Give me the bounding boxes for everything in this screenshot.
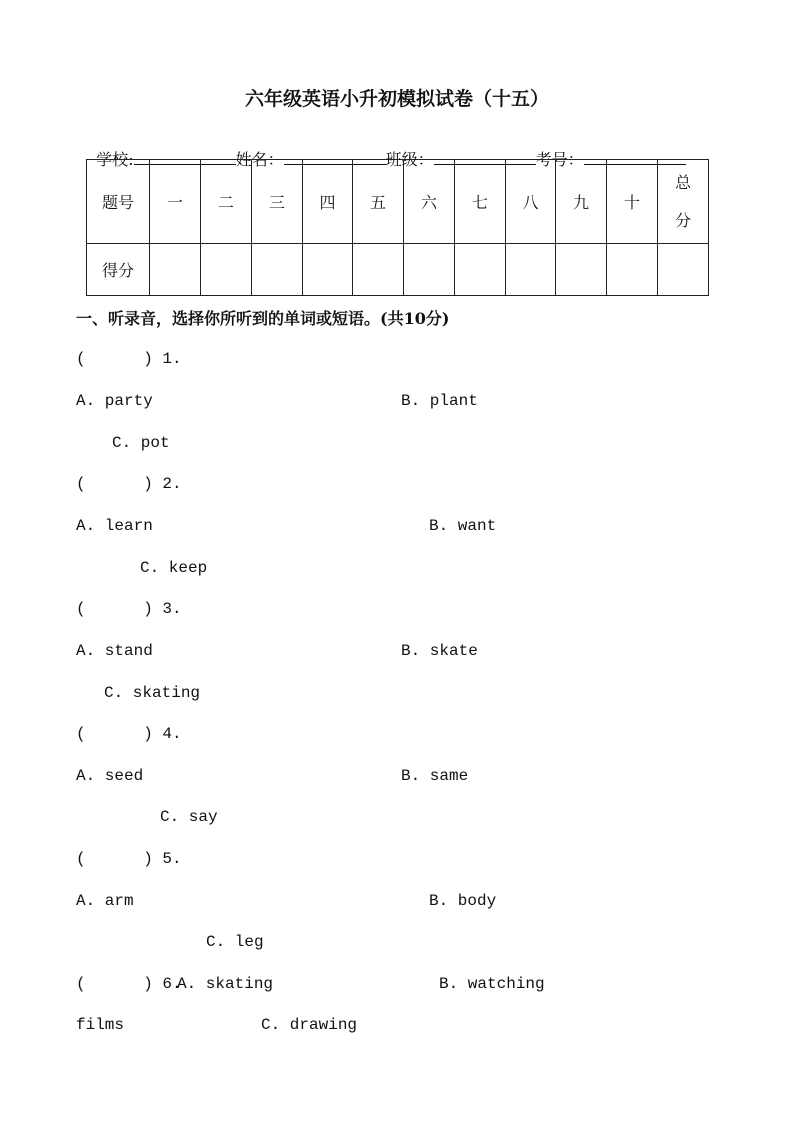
column-header: 五 <box>353 160 404 244</box>
option-c: C. drawing <box>261 1016 358 1034</box>
score-cell[interactable] <box>556 244 607 296</box>
question-number-header: 题号 <box>87 160 150 244</box>
name-label: 姓名： <box>235 150 284 169</box>
option-b: B. skate <box>401 642 478 660</box>
score-cell[interactable] <box>252 244 303 296</box>
score-cell[interactable] <box>506 244 556 296</box>
column-header: 六 <box>404 160 455 244</box>
school-label: 学校: <box>96 150 134 169</box>
option-a: A. skating <box>177 975 274 993</box>
total-header-line1: 总 <box>674 172 691 192</box>
option-c: C. leg <box>206 933 264 951</box>
section-1-heading: 一、听录音，选择你所听到的单词或短语。(共10分) <box>76 309 450 328</box>
total-header <box>658 160 709 244</box>
option-a: A. seed <box>76 767 144 785</box>
column-header: 八 <box>506 160 556 244</box>
total-score-cell[interactable] <box>658 244 709 296</box>
option-b: B. want <box>429 517 497 535</box>
score-cell[interactable] <box>201 244 252 296</box>
score-cell[interactable] <box>455 244 506 296</box>
column-header: 三 <box>252 160 303 244</box>
option-a: A. stand <box>76 642 153 660</box>
column-header: 十 <box>607 160 658 244</box>
option-b-continued: films <box>76 1016 125 1034</box>
option-a: A. learn <box>76 517 153 535</box>
option-c: C. say <box>160 808 218 826</box>
column-header: 九 <box>556 160 607 244</box>
option-c: C. keep <box>140 559 208 577</box>
option-c: C. skating <box>104 684 201 702</box>
option-a: A. party <box>76 392 153 410</box>
column-header: 二 <box>201 160 252 244</box>
page-title: 六年级英语小升初模拟试卷（十五） <box>244 88 549 110</box>
column-header: 一 <box>150 160 201 244</box>
score-cell[interactable] <box>353 244 404 296</box>
score-table <box>86 159 709 296</box>
score-cell[interactable] <box>303 244 353 296</box>
question-number: ( ) 6. <box>76 975 182 993</box>
score-cell[interactable] <box>404 244 455 296</box>
option-b: B. watching <box>439 975 545 993</box>
option-b: B. body <box>429 892 497 910</box>
option-c: C. pot <box>112 434 170 452</box>
column-header: 四 <box>303 160 353 244</box>
question-number: ( ) 2. <box>76 475 182 493</box>
score-row-header: 得分 <box>87 244 150 296</box>
score-table-score-row <box>87 244 709 296</box>
option-b: B. plant <box>401 392 478 410</box>
question-number: ( ) 3. <box>76 600 182 618</box>
question-number: ( ) 4. <box>76 725 182 743</box>
class-label: 班级： <box>385 150 434 169</box>
score-table-header-row <box>87 160 709 244</box>
score-cell[interactable] <box>607 244 658 296</box>
question-number: ( ) 5. <box>76 850 182 868</box>
question-number: ( ) 1. <box>76 350 182 368</box>
option-a: A. arm <box>76 892 134 910</box>
score-cell[interactable] <box>150 244 201 296</box>
option-b: B. same <box>401 767 469 785</box>
column-header: 七 <box>455 160 506 244</box>
total-header-line2: 分 <box>674 210 691 230</box>
exam-no-label: 考号： <box>535 150 584 169</box>
